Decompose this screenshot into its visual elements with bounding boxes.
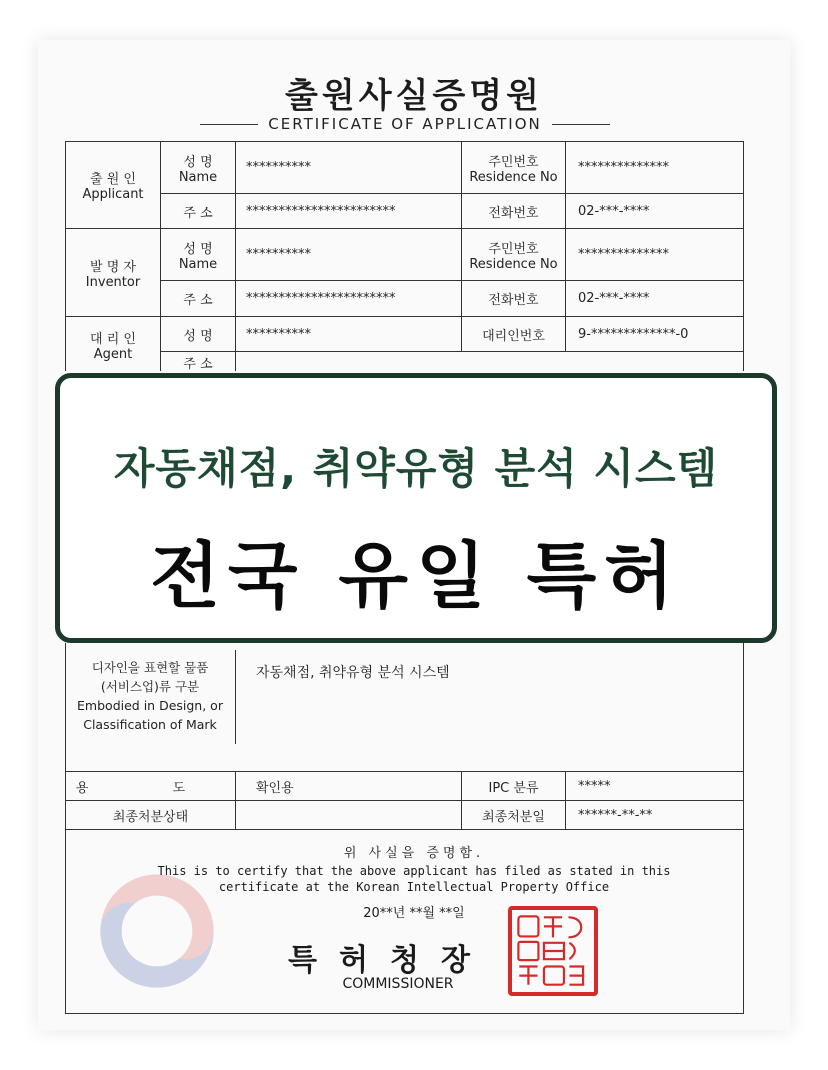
applicant-address-value: *********************** <box>246 203 396 219</box>
official-seal-icon <box>508 906 598 996</box>
inventor-address-value: *********************** <box>246 291 396 306</box>
certify-line-2: certificate at the Korean Intellectual Property Office <box>218 880 610 894</box>
applicant-label-ko: 출 원 인 <box>90 172 136 187</box>
applicant-phone-value: 02-***-**** <box>578 203 650 219</box>
applicant-name-value: ********** <box>246 160 311 175</box>
agent-address-label: 주 소 <box>183 356 213 372</box>
applicant-phone-label: 전화번호 <box>488 205 539 221</box>
agent-label <box>66 317 160 373</box>
id-label-ko: 주민번호 <box>488 154 539 170</box>
inventor-address-label: 주 소 <box>183 293 213 308</box>
final-status-value <box>256 801 456 829</box>
inventor-label-en: Inventor <box>85 274 141 290</box>
inventor-id-label <box>462 229 565 280</box>
agent-number-value: 9-*************-0 <box>578 326 689 342</box>
usage-value: 확인용 <box>256 780 294 796</box>
design-label-ko-2: (서비스업)류 구분 <box>100 679 200 694</box>
inventor-phone-value: 02-***-**** <box>578 291 650 306</box>
document-subtitle: CERTIFICATE OF APPLICATION <box>268 115 542 133</box>
id-label-en: Residence No <box>469 256 558 272</box>
certify-line-1: This is to certify that the above applicant has filed as stated in this <box>157 864 671 878</box>
inventor-name-value: ********** <box>246 247 311 262</box>
applicant-id-value: ************** <box>578 160 669 175</box>
id-label-ko: 주민번호 <box>488 241 539 257</box>
name-label-en: Name <box>178 256 218 272</box>
inventor-phone-label: 전화번호 <box>488 293 539 308</box>
final-date-label: 최종처분일 <box>482 809 545 825</box>
ipc-value: ***** <box>578 778 611 794</box>
design-label-en-1: Embodied in Design, or <box>77 698 223 713</box>
agent-label-en: Agent <box>93 347 133 362</box>
inventor-name-label <box>161 229 235 280</box>
design-label-ko-1: 디자인을 표현할 물품 <box>91 660 209 675</box>
inventor-label <box>66 229 160 316</box>
name-label-ko: 성 명 <box>183 241 213 257</box>
document-title: 출원사실증명원 <box>285 76 543 116</box>
agent-number-label: 대리인번호 <box>482 328 545 344</box>
banner-tagline: 전국 유일 특허 <box>150 534 682 618</box>
name-label-en: Name <box>178 169 218 185</box>
promo-banner <box>55 373 777 643</box>
applicant-label <box>66 142 160 228</box>
inventor-id-value: ************** <box>578 247 669 262</box>
design-label-en-2: Classification of Mark <box>83 717 217 732</box>
design-label <box>66 652 234 740</box>
usage-label: 용 도 <box>75 780 226 796</box>
banner-headline: 자동채점, 취약유형 분석 시스템 <box>113 444 719 493</box>
applicant-name-label <box>161 142 235 193</box>
applicant-label-en: Applicant <box>82 187 144 202</box>
design-value: 자동채점, 취약유형 분석 시스템 <box>256 665 450 681</box>
applicant-address-label: 주 소 <box>183 205 213 221</box>
final-date-value: ******-**-** <box>578 807 653 823</box>
certify-statement-en <box>0 863 828 895</box>
agent-name-label: 성 명 <box>183 328 213 344</box>
certify-date: 20**년 **월 **일 <box>363 906 465 921</box>
agent-name-value: ********** <box>246 326 311 342</box>
id-label-en: Residence No <box>469 169 558 185</box>
agent-label-ko: 대 리 인 <box>90 332 136 347</box>
commissioner-title: 특허청장 <box>288 943 492 978</box>
commissioner-title-en: COMMISSIONER <box>342 976 454 992</box>
name-label-ko: 성 명 <box>183 154 213 170</box>
applicant-id-label <box>462 142 565 193</box>
inventor-label-ko: 발 명 자 <box>90 259 136 275</box>
ipc-label: IPC 분류 <box>488 780 539 796</box>
certify-statement-ko: 위 사실을 증명함. <box>343 846 485 861</box>
final-status-label: 최종처분상태 <box>112 809 189 825</box>
